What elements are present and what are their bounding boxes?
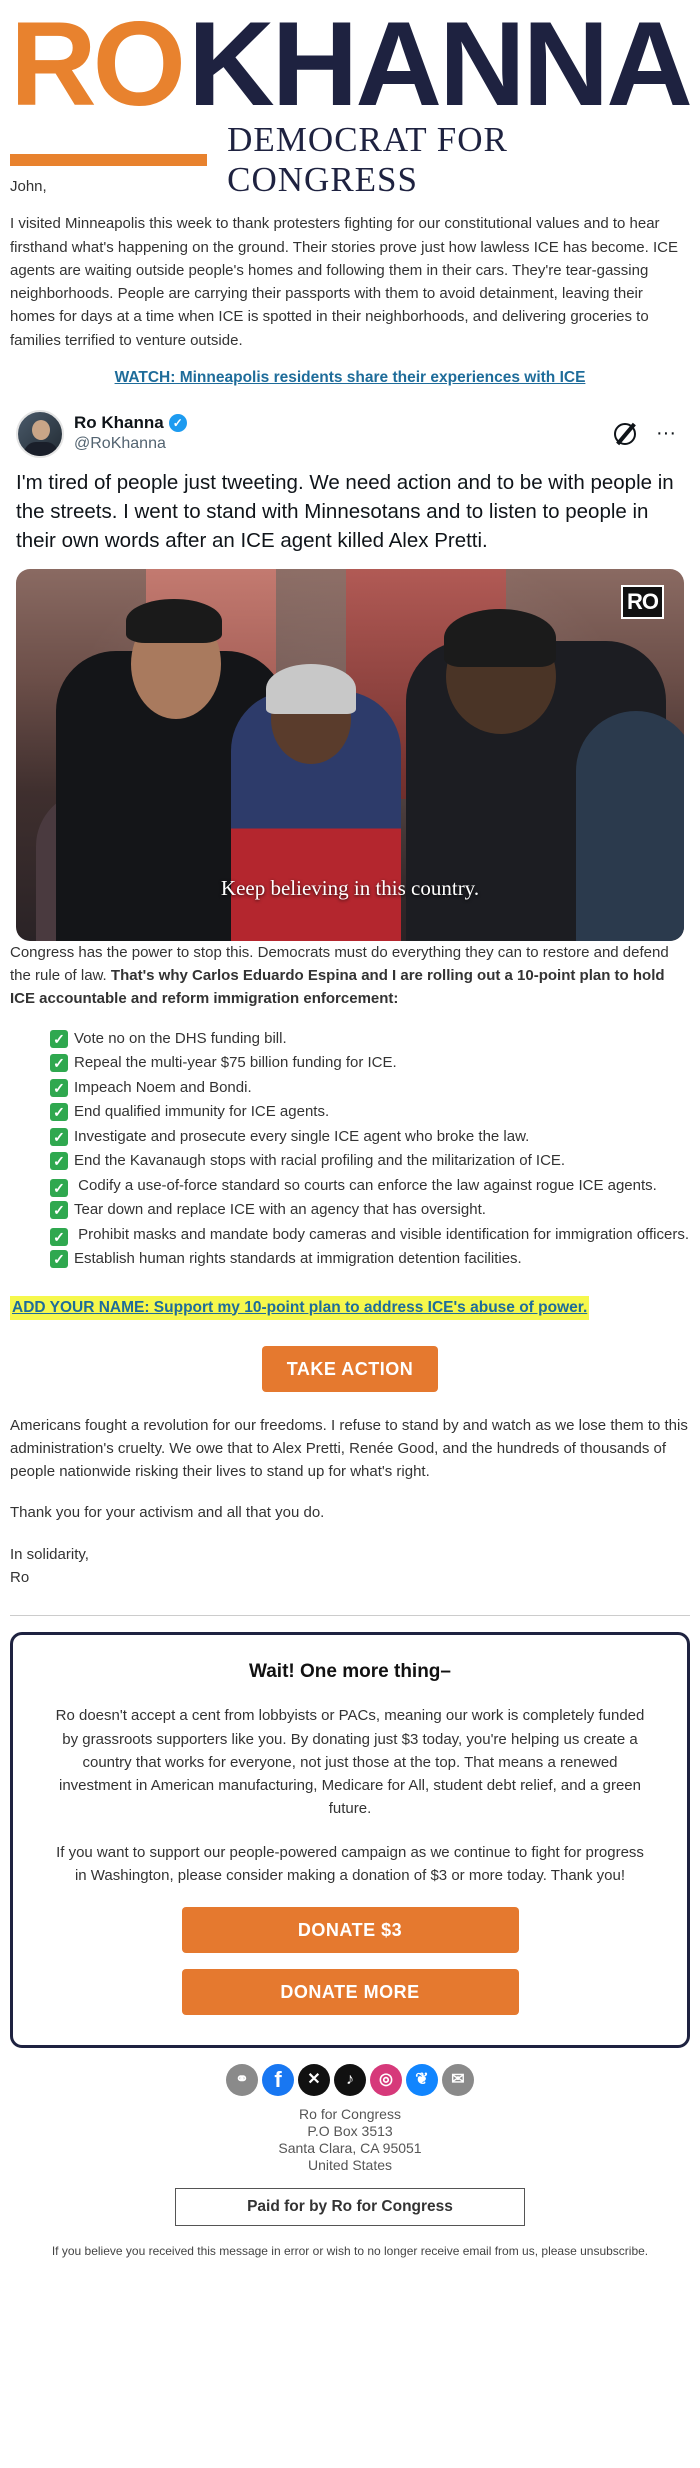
signoff: In solidarity, <box>10 1545 89 1563</box>
verified-badge-icon: ✓ <box>169 414 187 432</box>
check-icon: ✓ <box>50 1103 68 1121</box>
plan-item-text: Investigate and prosecute every single ICE agent who broke the law. <box>74 1127 530 1145</box>
plan-item-text: Establish human rights standards at immigration detention facilities. <box>74 1250 522 1268</box>
list-item <box>50 1223 690 1248</box>
signature: Ro <box>10 1568 30 1586</box>
list-item <box>50 1027 690 1052</box>
more-options-icon[interactable]: ··· <box>656 422 676 445</box>
paid-for-disclaimer: Paid for by Ro for Congress <box>175 2188 525 2226</box>
plan-item-text: Impeach Noem and Bondi. <box>74 1078 252 1096</box>
greeting: John, <box>10 178 47 195</box>
footer-city: Santa Clara, CA 95051 <box>278 2140 422 2157</box>
email-icon[interactable]: ✉ <box>442 2064 474 2096</box>
tiktok-icon[interactable]: ♪ <box>334 2064 366 2096</box>
avatar[interactable] <box>16 410 64 458</box>
tweet-author-handle[interactable]: @RoKhanna <box>74 434 166 452</box>
tweet-text: I'm tired of people just tweeting. We need action and to be with people in the streets. I went to stand with Minnesotans and to listen to people in their own words after an ICE agent killed Alex Pretti. <box>16 470 674 552</box>
logo-subtitle: DEMOCRAT FOR CONGRESS <box>227 120 508 199</box>
ro-watermark-badge: RO <box>621 585 664 619</box>
crowd-person <box>576 711 684 941</box>
tweet-video[interactable] <box>16 569 684 941</box>
link-icon[interactable]: ⚭ <box>226 2064 258 2096</box>
list-item <box>50 1051 690 1076</box>
check-icon: ✓ <box>50 1228 68 1246</box>
beanie <box>444 609 556 667</box>
plan-intro-bold: That's why Carlos Eduardo Espina and I are rolling out a 10-point plan to hold ICE accountable and reform immigration enforcement: <box>10 967 665 1008</box>
check-icon: ✓ <box>50 1201 68 1219</box>
list-item <box>50 1149 690 1174</box>
check-icon: ✓ <box>50 1030 68 1048</box>
plan-item-text: Prohibit masks and mandate body cameras and visible identification for immigration officers. <box>78 1225 690 1243</box>
x-logo-icon[interactable] <box>614 423 636 445</box>
check-icon: ✓ <box>50 1128 68 1146</box>
logo-khanna-text: KHANNA <box>188 0 690 131</box>
footer-country: United States <box>307 2157 393 2174</box>
footer-po-box: P.O Box 3513 <box>307 2123 393 2140</box>
instagram-icon[interactable]: ◎ <box>370 2064 402 2096</box>
logo-orange-bar <box>10 154 207 166</box>
unsubscribe-notice[interactable]: If you believe you received this message in error or wish to no longer receive email from us, please unsubscribe. <box>51 2244 649 2259</box>
list-item <box>50 1125 690 1150</box>
footer-address <box>10 2106 690 2174</box>
list-item <box>50 1174 690 1199</box>
plan-item-text: Codify a use-of-force standard so courts can enforce the law against rogue ICE agents. <box>78 1176 657 1194</box>
logo-ro-text: RO <box>10 0 182 131</box>
x-icon[interactable]: ✕ <box>298 2064 330 2096</box>
ten-point-plan-list <box>50 1027 690 1272</box>
list-item <box>50 1076 690 1101</box>
list-item <box>50 1100 690 1125</box>
donate-more-button[interactable]: DONATE MORE <box>182 1969 519 2015</box>
donation-appeal-box <box>10 1632 690 2048</box>
plan-item-text: Vote no on the DHS funding bill. <box>74 1029 287 1047</box>
check-icon: ✓ <box>50 1152 68 1170</box>
footer-org: Ro for Congress <box>299 2106 401 2123</box>
social-links <box>10 2064 690 2096</box>
closing-paragraph: Americans fought a revolution for our freedoms. I refuse to stand by and watch as we lose them to this administration's cruelty. We owe that to Alex Pretti, Renée Good, and the hundreds of thousands of people nationwide risking their lives to stand up for what's right. <box>10 1416 688 1481</box>
plan-item-text: Repeal the multi-year $75 billion funding for ICE. <box>74 1054 397 1072</box>
plan-intro-text: Congress has the power to stop this. Democrats must do everything they can to restore and defend the rule of law. <box>10 943 669 985</box>
plan-item-text: Tear down and replace ICE with an agency that has oversight. <box>74 1201 486 1219</box>
plan-intro-paragraph <box>10 941 690 1011</box>
person-hair <box>126 599 222 643</box>
video-caption: Keep believing in this country. <box>220 876 480 901</box>
tweet-author-name[interactable]: Ro Khanna <box>74 412 164 432</box>
tweet-embed[interactable] <box>10 402 690 941</box>
donate-3-button[interactable]: DONATE $3 <box>182 1907 519 1953</box>
thank-you-paragraph: Thank you for your activism and all that you do. <box>10 1504 325 1522</box>
intro-paragraph: I visited Minneapolis this week to thank protesters fighting for our constitutional values and to hear firsthand what's happening on the ground. Their stories prove just how lawless ICE has become. ICE agents are waiting outside people's homes and following them in their cars. They're tear-gassing neighborhoods. People are carrying their passports with them to avoid detainment, leaving their homes for days at a time when ICE is spotted in their neighborhoods, and delivering groceries to families terrified to venture outside. <box>10 215 678 349</box>
divider <box>10 1615 690 1616</box>
check-icon: ✓ <box>50 1250 68 1268</box>
plan-item-text: End the Kavanaugh stops with racial profiling and the militarization of ICE. <box>74 1152 566 1170</box>
check-icon: ✓ <box>50 1079 68 1097</box>
list-item <box>50 1247 690 1272</box>
take-action-button[interactable]: TAKE ACTION <box>262 1346 438 1392</box>
plan-item-text: End qualified immunity for ICE agents. <box>74 1103 330 1121</box>
appeal-title: Wait! One more thing– <box>249 1661 451 1683</box>
facebook-icon[interactable]: f <box>262 2064 294 2096</box>
list-item <box>50 1198 690 1223</box>
check-icon: ✓ <box>50 1179 68 1197</box>
bluesky-icon[interactable]: ❦ <box>406 2064 438 2096</box>
check-icon: ✓ <box>50 1054 68 1072</box>
appeal-paragraph: Ro doesn't accept a cent from lobbyists or PACs, meaning our work is completely funded by grassroots supporters like you. By donating just $3 today, you're helping us create a country that works for everyone, not just those at the top. That means a renewed investment in American manufacturing, Medicare for All, student debt relief, and a green future. <box>55 1707 645 1818</box>
appeal-paragraph: If you want to support our people-powered campaign as we continue to fight for progress in Washington, please consider making a donation of $3 or more today. Thank you! <box>56 1843 644 1884</box>
person-hood <box>266 664 356 714</box>
watch-video-link[interactable]: WATCH: Minneapolis residents share their experiences with ICE <box>114 368 586 386</box>
add-your-name-link[interactable]: ADD YOUR NAME: Support my 10-point plan to address ICE's abuse of power. <box>10 1296 589 1320</box>
